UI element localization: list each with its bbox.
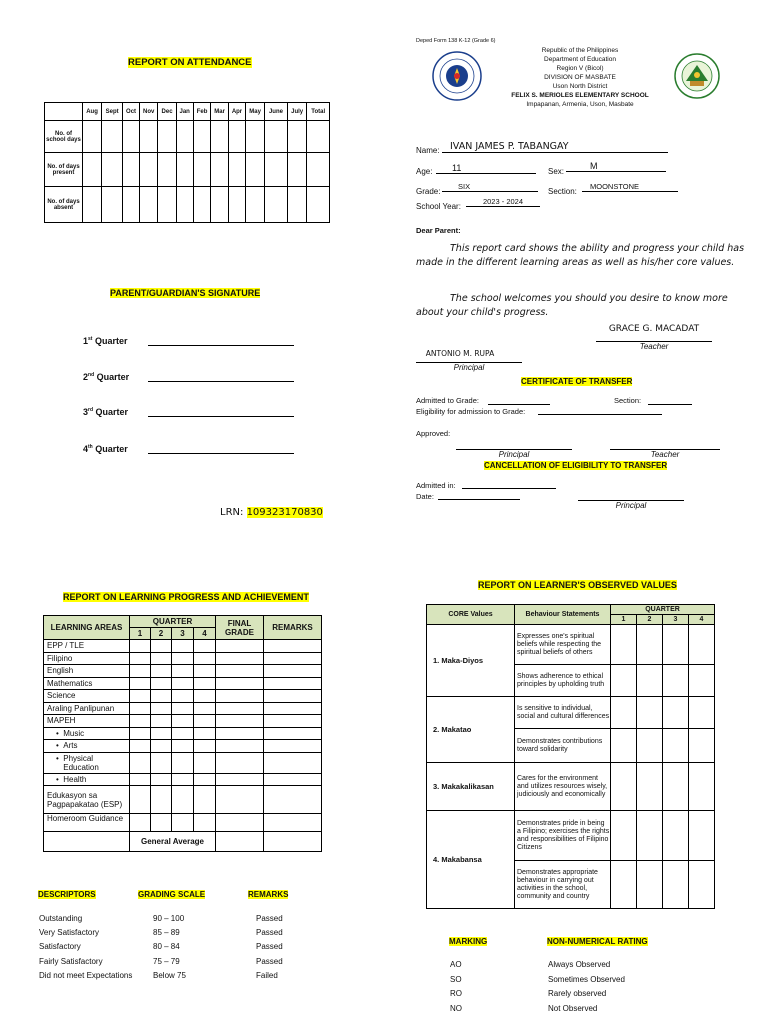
transfer-section-field[interactable] — [648, 404, 692, 405]
letter-greeting: Dear Parent: — [416, 226, 461, 235]
col-values-quarter: QUARTER — [611, 605, 715, 615]
remarks-header: REMARKS — [248, 890, 289, 899]
core-value: 2. Makatao — [427, 697, 515, 763]
col-learning-areas: LEARNING AREAS — [44, 616, 130, 640]
descriptor-list: Outstanding Very Satisfactory Satisfactory Fairly Satisfactory Did not meet Expectations — [39, 914, 133, 980]
principal-name: ANTONIO M. RUPA — [425, 349, 495, 358]
section-field[interactable]: MOONSTONE — [582, 182, 678, 192]
transfer-section-label: Section: — [614, 396, 642, 405]
core-value: 3. Makakalikasan — [427, 763, 515, 811]
teacher-name: GRACE G. MACADAT — [608, 324, 700, 334]
col-behaviour: Behaviour Statements — [515, 605, 611, 625]
letter-paragraph-2: The school welcomes you should you desire to know more about your child's progress. — [416, 293, 728, 318]
descriptors-header: DESCRIPTORS — [38, 890, 96, 899]
quarter-1-label: 1st Quarter — [83, 336, 128, 346]
eligibility-field[interactable] — [538, 414, 662, 415]
quarter-4-signature-line[interactable] — [148, 453, 294, 454]
attendance-row-label: No. of days absent — [45, 187, 83, 223]
attendance-title: REPORT ON ATTENDANCE — [128, 57, 252, 68]
school-year-field[interactable]: 2023 - 2024 — [466, 197, 540, 207]
name-label: Name: — [416, 146, 440, 155]
learning-area-esp: Edukasyon sa Pagpapakatao (ESP) — [44, 786, 130, 814]
mapeh-component: • Arts — [44, 740, 130, 753]
mapeh-component: • Music — [44, 727, 130, 740]
progress-table: LEARNING AREAS QUARTER FINAL GRADE REMARKS 1 2 3 4 EPP / TLE Filipino English Mathematics Science Araling Panlipunan MAPEH • Music • Arts • Physical Education • Health Edukasyon sa Pagpapakatao (ESP) Homeroom Guidance General Average — [43, 615, 322, 852]
rating-list: Always Observed Sometimes Observed Rarely observed Not Observed — [548, 960, 625, 1013]
admitted-grade-label: Admitted to Grade: — [416, 396, 479, 405]
learning-area-homeroom: Homeroom Guidance — [44, 814, 130, 832]
col-core-values: CORE Values — [427, 605, 515, 625]
learning-area: English — [44, 665, 130, 678]
sex-label: Sex: — [548, 167, 565, 176]
learning-area: Mathematics — [44, 677, 130, 690]
letter-paragraph-1: This report card shows the ability and progress your child has made in the different learning areas as well as his/her core values. — [416, 243, 745, 268]
attendance-table: Aug Sept Oct Nov Dec Jan Feb Mar Apr May June July Total No. of school days No. of days present No. of days absent — [44, 102, 330, 223]
progress-title: REPORT ON LEARNING PROGRESS AND ACHIEVEMENT — [63, 592, 309, 602]
behaviour-statement: Cares for the environment and utilizes resources wisely, judiciously and economically — [515, 763, 611, 811]
transfer-teacher-line: Teacher — [610, 449, 720, 459]
name-field[interactable]: IVAN JAMES P. TABANGAY — [442, 141, 668, 153]
marking-list: AO SO RO NO — [450, 960, 462, 1013]
eligibility-label: Eligibility for admission to Grade: — [416, 407, 526, 416]
school-address: Impapanan, Armenia, Uson, Masbate — [526, 101, 634, 108]
remarks-list: Passed Passed Passed Passed Failed — [256, 914, 283, 980]
col-quarter: QUARTER — [130, 616, 216, 628]
values-table: CORE Values Behaviour Statements QUARTER 1 2 3 4 1. Maka-Diyos Expresses one's spiritual beliefs while respecting the spiritual beliefs of others Shows adherence to ethical principles by upholding truth 2. Makatao Is sensitive to individual, social and cultural differences Demonstrates contributions toward solidarity 3. Makakalikasan Cares for the environment and utilizes resources wisely, judiciously and economically 4. Makabansa Demonstrates pride in being a Filipino; exercises the rights and responsibilities of Filipino Citizens Demonstrates appropriate behaviour in carrying out activities in the school, community and country — [426, 604, 715, 909]
transfer-principal-line: Principal — [456, 449, 572, 459]
agency-header: Republic of the Philippines Department of Education Region V (Bicol) DIVISION OF MASBATE Uson North District FELIX S. MERIOLES ELEMENTARY SCHOOL Impapanan, Armenia, Uson, Masbate — [480, 46, 680, 109]
grading-scale-list: 90 – 100 85 – 89 80 – 84 75 – 79 Below 75 — [153, 914, 186, 980]
behaviour-statement: Demonstrates appropriate behaviour in carrying out activities in the school, community and country — [515, 861, 611, 909]
school-year-label: School Year: — [416, 202, 461, 211]
date-field[interactable] — [438, 499, 520, 500]
quarter-1-signature-line[interactable] — [148, 345, 294, 346]
quarter-2-label: 2nd Quarter — [83, 372, 130, 382]
general-average-label: General Average — [130, 832, 216, 852]
core-value: 4. Makabansa — [427, 811, 515, 909]
col-remarks: REMARKS — [264, 616, 322, 640]
age-label: Age: — [416, 167, 433, 176]
grade-label: Grade: — [416, 187, 441, 196]
behaviour-statement: Shows adherence to ethical principles by upholding truth — [515, 665, 611, 697]
section-label: Section: — [548, 187, 577, 196]
non-numerical-rating-header: NON-NUMERICAL RATING — [547, 937, 648, 946]
col-final-grade: FINAL GRADE — [216, 616, 264, 640]
values-title: REPORT ON LEARNER'S OBSERVED VALUES — [478, 580, 677, 590]
age-field[interactable]: 11 — [436, 163, 536, 174]
learning-area: MAPEH — [44, 715, 130, 728]
approved-label: Approved: — [416, 429, 451, 438]
admitted-in-label: Admitted in: — [416, 481, 456, 490]
mapeh-component: • Health — [44, 773, 130, 786]
lrn: LRN: 109323170830 — [220, 507, 323, 518]
behaviour-statement: Demonstrates contributions toward solidarity — [515, 729, 611, 763]
sex-field[interactable]: M — [566, 161, 666, 172]
date-label: Date: — [416, 492, 434, 501]
core-value: 1. Maka-Diyos — [427, 625, 515, 697]
behaviour-statement: Demonstrates pride in being a Filipino; exercises the rights and responsibilities of Filipino Citizens — [515, 811, 611, 861]
quarter-2-signature-line[interactable] — [148, 381, 294, 382]
attendance-row-label: No. of school days — [45, 121, 83, 153]
cancellation-principal-line: Principal — [578, 500, 684, 510]
cancellation-title: CANCELLATION OF ELIGIBILITY TO TRANSFER — [484, 461, 668, 470]
admitted-grade-field[interactable] — [488, 404, 550, 405]
learning-area: EPP / TLE — [44, 640, 130, 653]
transfer-title: CERTIFICATE OF TRANSFER — [521, 377, 633, 386]
behaviour-statement: Expresses one's spiritual beliefs while respecting the spiritual beliefs of others — [515, 625, 611, 665]
quarter-4-label: 4th Quarter — [83, 444, 128, 454]
quarter-3-signature-line[interactable] — [148, 416, 294, 417]
school-name: FELIX S. MERIOLES ELEMENTARY SCHOOL — [511, 92, 649, 99]
behaviour-statement: Is sensitive to individual, social and cultural differences — [515, 697, 611, 729]
quarter-3-label: 3rd Quarter — [83, 407, 129, 417]
school-logo — [674, 53, 720, 99]
signature-title: PARENT/GUARDIAN'S SIGNATURE — [110, 288, 261, 298]
grading-scale-header: GRADING SCALE — [138, 890, 206, 899]
learning-area: Filipino — [44, 652, 130, 665]
teacher-role: Teacher — [596, 341, 712, 351]
form-label: Deped Form 138 K-12 (Grade 6) — [416, 38, 496, 44]
marking-header: MARKING — [449, 937, 488, 946]
grade-field[interactable]: SIX — [442, 182, 538, 192]
learning-area: Araling Panlipunan — [44, 702, 130, 715]
mapeh-component: • Physical Education — [44, 752, 130, 773]
learning-area: Science — [44, 690, 130, 703]
deped-seal — [432, 51, 482, 101]
principal-role: Principal — [416, 362, 522, 372]
admitted-in-field[interactable] — [462, 488, 556, 489]
attendance-row-label: No. of days present — [45, 153, 83, 187]
